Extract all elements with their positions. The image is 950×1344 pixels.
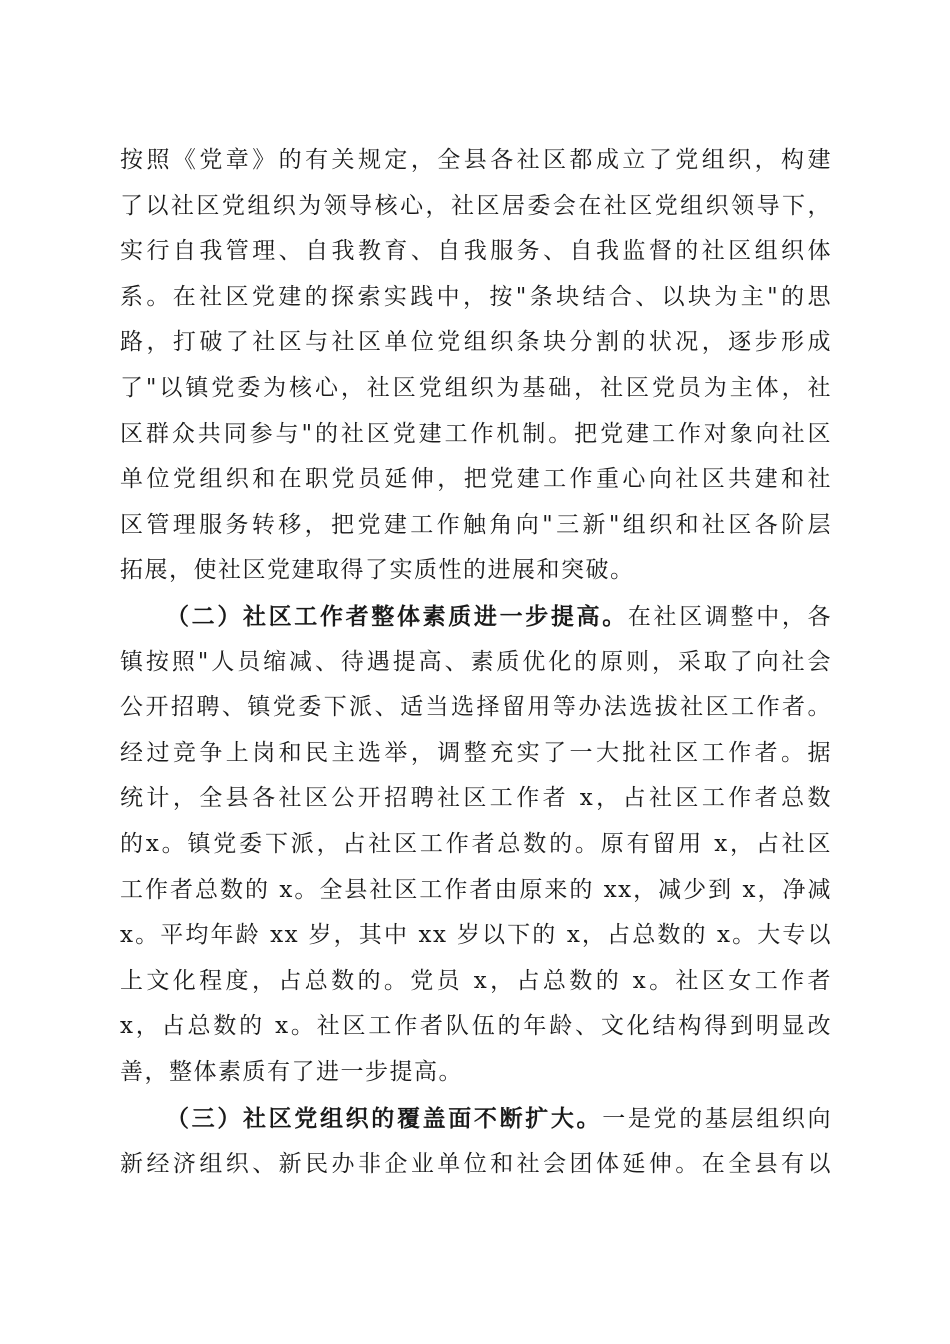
paragraph-2-line: 上文化程度，占总数的。党员 x，占总数的 x。社区女工作者 (120, 967, 832, 994)
paragraph-3-line: 新经济组织、新民办非企业单位和社会团体延伸。在全县有以 (120, 1150, 832, 1177)
paragraph-1-line: 区管理服务转移，把党建工作触角向"三新"组织和社区各阶层 (120, 511, 832, 538)
paragraph-3-first-line-text: 一是党的基层组织向 (602, 1106, 833, 1132)
paragraph-2-line: 公开招聘、镇党委下派、适当选择留用等办法选拔社区工作者。 (120, 694, 832, 721)
paragraph-3-first-line (120, 1096, 832, 1142)
paragraph-1-line: 了以社区党组织为领导核心，社区居委会在社区党组织领导下， (120, 192, 832, 219)
paragraph-3 (120, 1096, 832, 1187)
paragraph-2-line: 统计，全县各社区公开招聘社区工作者 x，占社区工作者总数 (120, 785, 832, 812)
paragraph-2-first-line (120, 594, 832, 640)
paragraph-1-line: 按照《党章》的有关规定，全县各社区都成立了党组织，构建 (120, 147, 832, 173)
paragraph-1-line: 区群众共同参与"的社区党建工作机制。把党建工作对象向社区 (120, 420, 832, 447)
paragraph-1-line: 实行自我管理、自我教育、自我服务、自我监督的社区组织体 (120, 238, 832, 265)
paragraph-2-line: 工作者总数的 x。全县社区工作者由原来的 xx，减少到 x，净减 (120, 876, 832, 903)
paragraph-1-line: 拓展，使社区党建取得了实质性的进展和突破。 (120, 557, 635, 584)
paragraph-2-first-line-text: 在社区调整中，各 (627, 604, 833, 630)
paragraph-1-line: 路，打破了社区与社区单位党组织条块分割的状况，逐步形成 (120, 329, 832, 356)
paragraph-1-line: 单位党组织和在职党员延伸，把党建工作重心向社区共建和社 (120, 466, 832, 493)
paragraph-2-line: 善，整体素质有了进一步提高。 (120, 1058, 463, 1085)
paragraph-1 (120, 138, 832, 594)
paragraph-2-line: x，占总数的 x。社区工作者队伍的年龄、文化结构得到明显改 (120, 1013, 832, 1040)
paragraph-2 (120, 594, 832, 1096)
section-heading-2: （二）社区工作者整体素质进一步提高。 (166, 603, 628, 630)
paragraph-2-line: 镇按照"人员缩减、待遇提高、素质优化的原则，采取了向社会 (120, 648, 832, 675)
paragraph-2-line: 经过竞争上岗和民主选举，调整充实了一大批社区工作者。据 (120, 739, 832, 766)
paragraph-1-line: 了"以镇党委为核心，社区党组织为基础，社区党员为主体，社 (120, 374, 832, 401)
paragraph-2-line: x。平均年龄 xx 岁，其中 xx 岁以下的 x，占总数的 x。大专以 (120, 922, 832, 949)
paragraph-1-line: 系。在社区党建的探索实践中，按"条块结合、以块为主"的思 (120, 283, 832, 310)
paragraph-2-line: 的x。镇党委下派，占社区工作者总数的。原有留用 x，占社区 (120, 830, 832, 857)
section-heading-3: （三）社区党组织的覆盖面不断扩大。 (166, 1105, 603, 1132)
